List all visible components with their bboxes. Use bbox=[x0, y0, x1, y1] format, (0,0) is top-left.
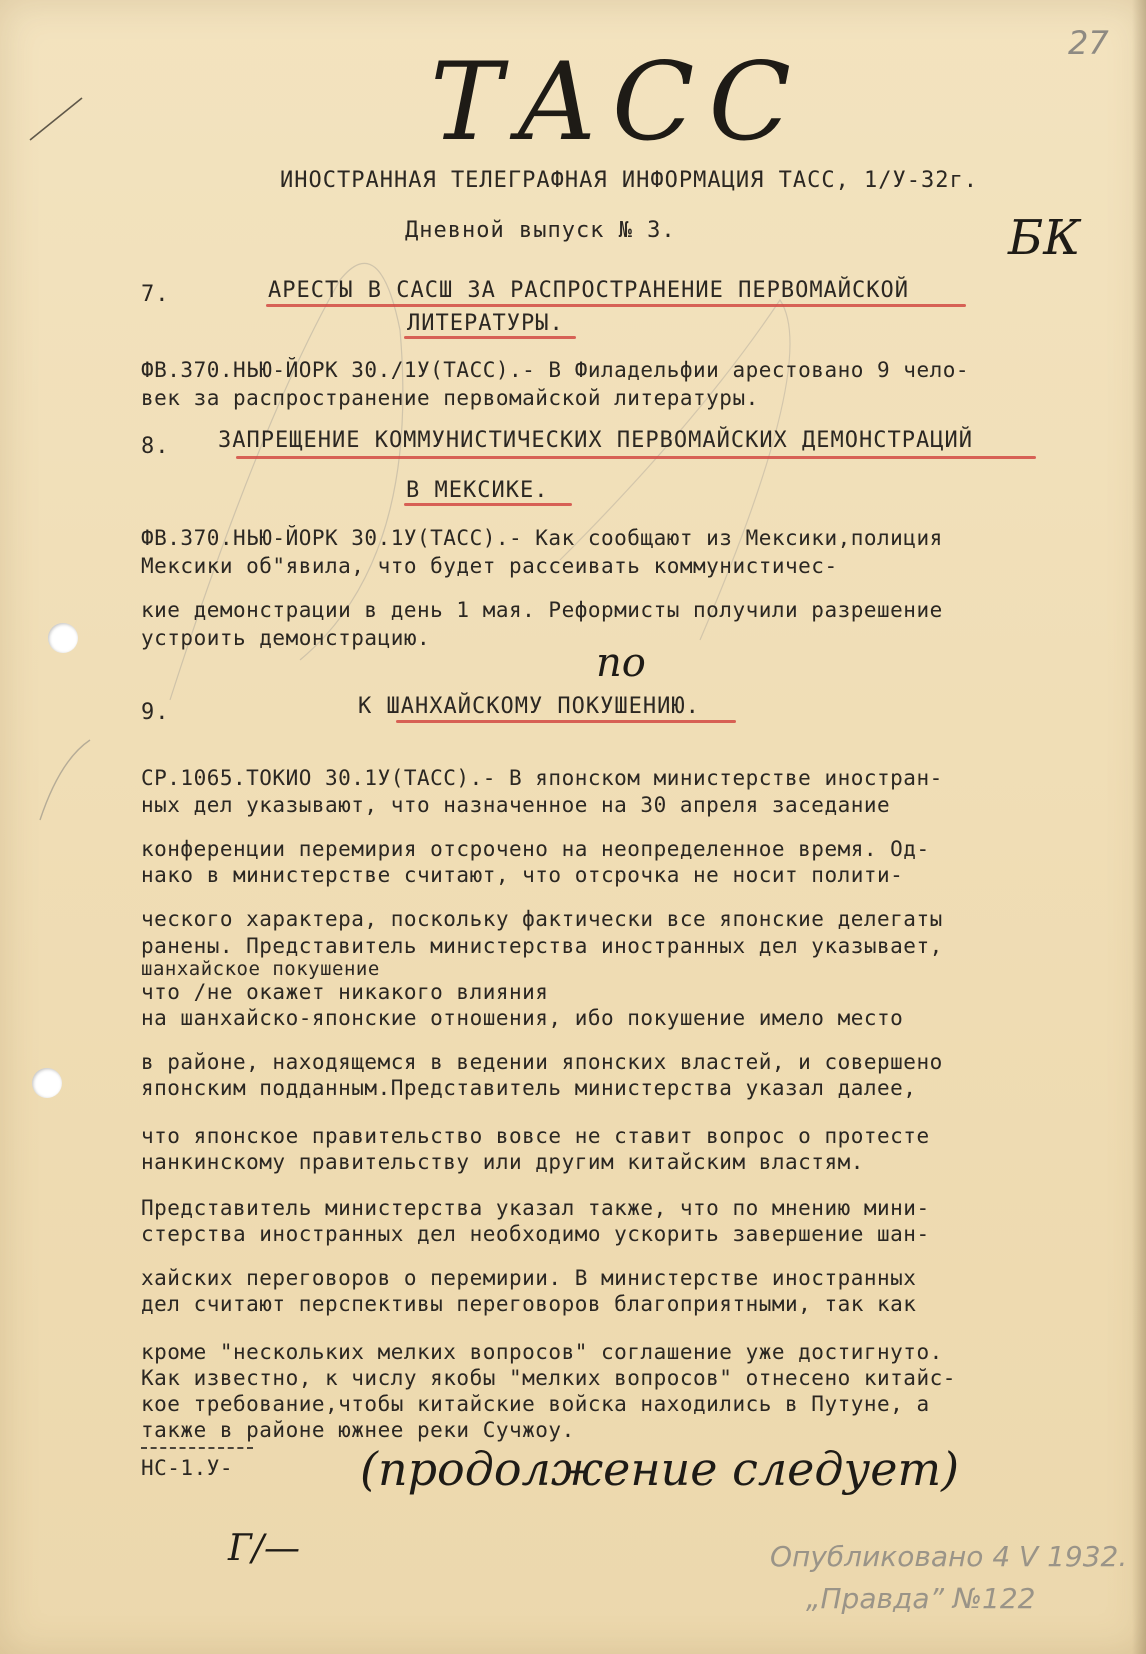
footer-code: НС-1.У- bbox=[141, 1456, 234, 1480]
item-8-heading-underline2 bbox=[404, 503, 572, 506]
initials-mark: БК bbox=[1008, 210, 1081, 266]
item-8-body-line: кие демонстрации в день 1 мая. Реформисты получили разрешение bbox=[141, 598, 943, 622]
item-7-heading-underline1 bbox=[266, 304, 966, 307]
item-7-body-line: ФВ.370.НЬЮ-ЙОРК 30./1У(ТАСС).- В Филадельфии арестовано 9 чело- bbox=[141, 358, 970, 382]
item-9-body-line: кроме "нескольких мелких вопросов" соглашение уже достигнуто. bbox=[141, 1340, 943, 1364]
punch-hole-top bbox=[48, 623, 78, 653]
item-9-body-line: дел считают перспективы переговоров благоприятными, так как bbox=[141, 1292, 917, 1316]
item-9-body-line: ранены. Представитель министерства иностранных дел указывает, bbox=[141, 934, 943, 958]
item-9-body-line: хайских переговоров о перемирии. В министерстве иностранных bbox=[141, 1266, 917, 1290]
item-9-body-line: на шанхайско-японские отношения, ибо покушение имело место bbox=[141, 1006, 904, 1030]
item-7-heading-underline2 bbox=[404, 336, 576, 339]
item-9-number: 9. bbox=[141, 700, 170, 725]
item-9-body-line: нако в министерстве считают, что отсрочка не носит полити- bbox=[141, 863, 904, 887]
issue-number: Дневной выпуск № 3. bbox=[405, 218, 676, 243]
publication-note-line2: „Правда” №122 bbox=[806, 1582, 1036, 1615]
item-8-body-line: Мексики об"явила, что будет рассеивать коммунистичес- bbox=[141, 554, 838, 578]
punch-hole-bottom bbox=[32, 1068, 62, 1098]
item-9-body-line: что японское правительство вовсе не ставит вопрос о протесте bbox=[141, 1124, 930, 1148]
item-8-heading-line1: ЗАПРЕЩЕНИЕ КОММУНИСТИЧЕСКИХ ПЕРВОМАЙСКИХ ДЕМОНСТРАЦИЙ bbox=[218, 428, 973, 453]
item-7-heading-line1: АРЕСТЫ В САСШ ЗА РАСПРОСТРАНЕНИЕ ПЕРВОМАЙСКОЙ bbox=[268, 278, 910, 303]
continuation-note: (продолжение следует) bbox=[360, 1442, 960, 1496]
item-9-body-line: стерства иностранных дел необходимо ускорить завершение шан- bbox=[141, 1222, 930, 1246]
item-9-body-line: нанкинскому правительству или другим китайским властям. bbox=[141, 1150, 864, 1174]
tass-handwritten-logo: ТАСС bbox=[430, 40, 806, 165]
insert-po: по bbox=[596, 640, 646, 686]
footer-dash-rule bbox=[141, 1447, 253, 1449]
publication-note-line1: Опубликовано 4 V 1932. bbox=[770, 1540, 1128, 1573]
item-9-body-line: в районе, находящемся в ведении японских властей, и совершено bbox=[141, 1050, 943, 1074]
item-9-insert-line: шанхайское покушение bbox=[141, 958, 380, 980]
item-8-number: 8. bbox=[141, 434, 170, 459]
item-7-body-line: век за распространение первомайской литературы. bbox=[141, 386, 759, 410]
item-9-body-line: Представитель министерства указал также, что по мнению мини- bbox=[141, 1196, 930, 1220]
item-9-body-line: Как известно, к числу якобы "мелких вопросов" отнесено китайс- bbox=[141, 1366, 956, 1390]
page-number: 27 bbox=[1068, 24, 1109, 62]
item-9-body-line: японским подданным.Представитель министерства указал далее, bbox=[141, 1076, 917, 1100]
header-title: ИНОСТРАННАЯ ТЕЛЕГРАФНАЯ ИНФОРМАЦИЯ ТАСС, 1/У-32г. bbox=[280, 168, 979, 193]
item-8-body-line: ФВ.370.НЬЮ-ЙОРК 30.1У(ТАСС).- Как сообщают из Мексики,полиция bbox=[141, 526, 943, 550]
item-7-number: 7. bbox=[141, 282, 170, 307]
item-8-heading-line2: В МЕКСИКЕ. bbox=[406, 478, 549, 503]
bottom-initial: Г/— bbox=[228, 1528, 300, 1569]
item-9-body-line: ных дел указывают, что назначенное на 30 апреля заседание bbox=[141, 793, 891, 817]
item-9-body-line: что /не окажет никакого влияния bbox=[141, 980, 549, 1004]
item-9-body-line: также в районе южнее реки Сучжоу. bbox=[141, 1418, 575, 1442]
item-9-heading-underline bbox=[396, 720, 736, 723]
item-8-body-line: устроить демонстрацию. bbox=[141, 626, 431, 650]
item-9-body-line: СР.1065.ТОКИО 30.1У(ТАСС).- В японском министерстве иностран- bbox=[141, 766, 943, 790]
item-9-body-line: кое требование,чтобы китайские войска находились в Путуне, а bbox=[141, 1392, 930, 1416]
item-9-body-line: конференции перемирия отсрочено на неопределенное время. Од- bbox=[141, 837, 930, 861]
item-8-heading-underline1 bbox=[236, 456, 1036, 459]
item-7-heading-line2: ЛИТЕРАТУРЫ. bbox=[407, 311, 564, 336]
item-9-body-line: ческого характера, поскольку фактически все японские делегаты bbox=[141, 907, 943, 931]
item-9-heading: К ШАНХАЙСКОМУ ПОКУШЕНИЮ. bbox=[358, 694, 700, 719]
